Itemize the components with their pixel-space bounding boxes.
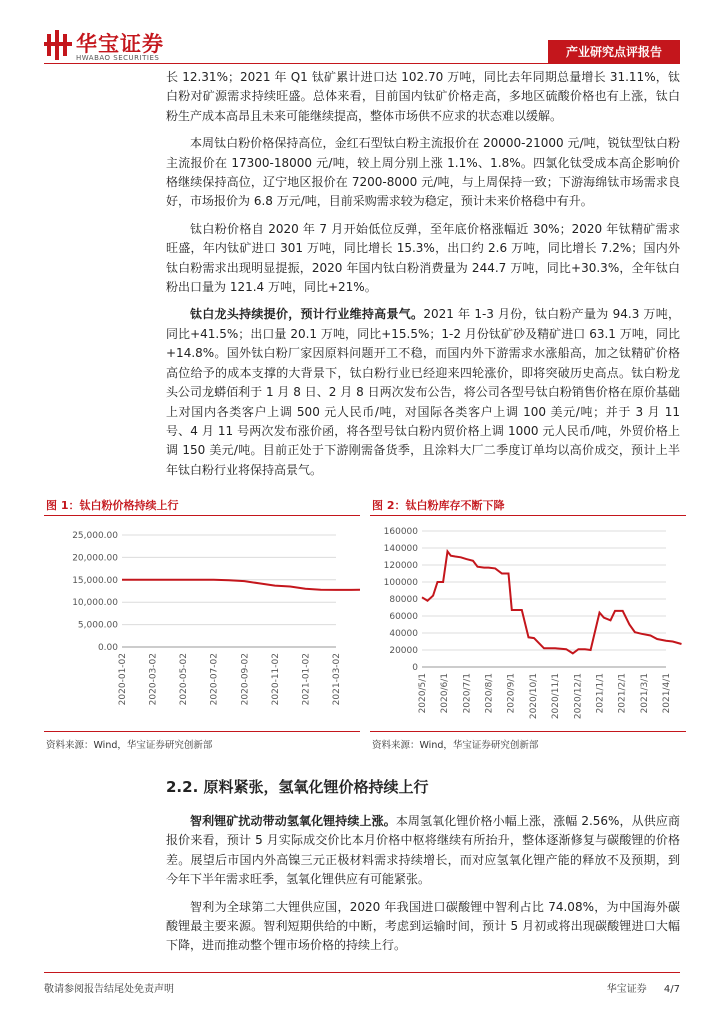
logo-english-name: HWABAO SECURITIES — [76, 54, 160, 62]
figure-2-x-tick-label: 2020/12/1 — [573, 673, 584, 720]
figure-1-y-tick-label: 25,000.00 — [72, 531, 118, 541]
figure-1-bottom-rule — [44, 731, 360, 732]
header-divider — [44, 63, 680, 64]
figure-1-x-tick-label: 2020-01-02 — [118, 653, 128, 706]
figure-2-title: 图 2：钛白粉库存不断下降 — [372, 499, 505, 512]
figure-2-source: 资料来源：Wind，华宝证券研究创新部 — [372, 740, 539, 751]
figure-2 — [370, 495, 686, 753]
figure-2-y-tick-label: 20000 — [389, 646, 418, 656]
footer-disclaimer: 敬请参阅报告结尾处免责声明 — [44, 984, 174, 995]
figure-1-source: 资料来源：Wind，华宝证券研究创新部 — [46, 740, 213, 751]
figure-1-x-tick-label: 2021-01-02 — [301, 653, 312, 706]
figure-row — [44, 495, 680, 753]
figure-1-title-rule — [44, 515, 360, 516]
figure-2-chart — [370, 519, 686, 729]
paragraph-1: 长 12.31%；2021 年 Q1 钛矿累计进口达 102.70 万吨，同比去年同期总量增长 31.11%，钛白粉对矿源需求持续旺盛。总体来看，目前国内钛矿价格走高，多地区硫酸价格也有上涨，钛白粉生产成本高昂且未来可能继续提高，整体市场供不应求的状态难以缓解。 — [166, 70, 680, 123]
figure-1-y-tick-label: 10,000.00 — [72, 598, 118, 609]
figure-1-x-tick-label: 2020-09-02 — [240, 653, 251, 706]
section-paragraph-2: 智利为全球第二大锂供应国，2020 年我国进口碳酸锂中智利占比 74.08%，为中国海外碳酸锂最主要来源。智利短期供给的中断，考虑到运输时间，预计 5 月初或将出现碳酸锂进口大幅下降，进而推动整个锂市场价格的持续上行。 — [166, 899, 680, 953]
figure-1-chart — [44, 519, 360, 729]
page-header — [0, 0, 724, 72]
footer-page-number: 4/7 — [663, 984, 680, 995]
figure-1 — [44, 495, 360, 753]
figure-1-y-tick-label: 15,000.00 — [72, 575, 118, 586]
figure-2-x-tick-label: 2021/1/1 — [595, 673, 606, 714]
paragraph-3: 钛白粉价格自 2020 年 7 月开始低位反弹，至年底价格涨幅近 30%；2020 年钛精矿需求旺盛，年内钛矿进口 301 万吨，同比增长 15.3%，出口约 2.6 万吨，同比增长 7.2%；国内外钛白粉需求出现明显提振，2020 年国内钛白粉消费量为 244.7 万吨，同比+30.3%，全年钛白粉出口量为 121.4 万吨，同比+21%。 — [166, 221, 680, 295]
figure-1-y-tick-label: 5,000.00 — [77, 620, 118, 631]
figure-2-x-tick-label: 2020/6/1 — [440, 673, 451, 714]
body-text — [166, 68, 680, 488]
paragraph-4-lead: 钛白龙头持续提价，预计行业维持高景气。 — [190, 307, 424, 322]
paragraph-4 — [166, 305, 680, 480]
logo-chinese-name: 华宝证券 — [76, 32, 164, 56]
figure-1-title: 图 1：钛白粉价格持续上行 — [46, 499, 179, 512]
figure-2-x-tick-label: 2020/8/1 — [484, 673, 495, 714]
figure-2-y-tick-label: 40000 — [389, 629, 418, 639]
figure-1-x-tick-label: 2020-03-02 — [148, 653, 159, 706]
figure-2-y-tick-label: 140000 — [383, 544, 418, 554]
figure-2-y-tick-label: 120000 — [383, 561, 418, 571]
paragraph-2: 本周钛白粉价格保持高位，金红石型钛白粉主流报价在 20000-21000 元/吨，锐钛型钛白粉主流报价在 17300-18000 元/吨，较上周分别上涨 1.1%、1.8%。四氯化钛受成本高企影响价格继续保持高位，辽宁地区报价在 7200-8000 元/吨，与上周保持一致；下游海绵钛市场需求良好，市场报价为 6.8 万元/吨，目前采购需求较为稳定，预计未来价格稳中有升。 — [166, 136, 680, 209]
figure-2-x-tick-label: 2020/10/1 — [528, 673, 539, 720]
figure-2-x-tick-label: 2020/7/1 — [462, 673, 473, 714]
figure-2-y-tick-label: 100000 — [383, 578, 418, 588]
figure-2-x-tick-label: 2020/9/1 — [506, 673, 517, 714]
section-heading: 2.2. 原料紧张，氢氧化锂价格持续上行 — [166, 778, 429, 796]
figure-2-x-tick-label: 2020/11/1 — [551, 673, 562, 720]
figure-2-y-tick-label: 80000 — [389, 595, 418, 605]
logo-mark-icon — [44, 30, 72, 60]
figure-2-x-tick-label: 2021/4/1 — [662, 673, 672, 714]
footer-divider — [44, 972, 680, 973]
figure-1-x-tick-label: 2020-11-02 — [270, 653, 281, 706]
figure-2-x-tick-label: 2021/2/1 — [617, 673, 628, 714]
figure-2-series-line — [422, 551, 682, 653]
figure-1-x-tick-label: 2021-03-02 — [332, 653, 342, 706]
footer-company: 华宝证券 — [606, 984, 647, 995]
figure-1-y-tick-label: 0.00 — [97, 643, 118, 653]
figure-2-bottom-rule — [370, 731, 686, 732]
figure-2-y-tick-label: 0 — [412, 663, 418, 673]
figure-2-title-rule — [370, 515, 686, 516]
figure-1-y-tick-label: 20,000.00 — [72, 553, 118, 564]
footer-info — [593, 980, 680, 995]
figure-2-x-tick-label: 2021/3/1 — [639, 673, 650, 714]
section-paragraph-1-lead: 智利锂矿扰动带动氢氧化锂持续上涨。 — [190, 814, 396, 828]
section-paragraph-1 — [166, 812, 680, 890]
section-body — [166, 812, 680, 964]
report-type-tag: 产业研究点评报告 — [548, 40, 680, 64]
company-logo — [44, 28, 184, 72]
figure-1-x-tick-label: 2020-05-02 — [179, 653, 190, 706]
figure-2-x-tick-label: 2020/5/1 — [418, 673, 428, 714]
figure-1-x-tick-label: 2020-07-02 — [209, 653, 220, 706]
figure-2-y-tick-label: 160000 — [383, 527, 418, 537]
paragraph-4-text: 2021 年 1-3 月份，钛白粉产量为 94.3 万吨，同比+41.5%；出口量 20.1 万吨，同比+15.5%；1-2 月份钛矿砂及精矿进口 63.1 万吨，同比+14.8%。国外钛白粉厂家因原料问题开工不稳，而国内外下游需求水涨船高，加之钛精矿价格高位给予的成本支撑的大背景下，钛白粉行业已经迎来四轮涨价，即将突破历史高点。钛白粉龙头公司龙蟒佰利于 1 月 8 日、2 月 8 日两次发布公告，将公司各型号钛白粉销售价格在原价基础上对国内各类客户上调 500 元人民币/吨，对国际各类客户上调 100 美元/吨；并于 3 月 11 号、4 月 11 号两次发布涨价函，将各型号钛白粉内贸价格上调 1000 元人民币/吨，外贸价格上调 150 美元/吨。目前正处于下游刚需备货季，且涂料大厂二季度订单均以高价成交，预计上半年钛白粉行业将保持高景气。 — [166, 307, 680, 477]
figure-2-y-tick-label: 60000 — [389, 612, 418, 622]
section-paragraph-1-text: 本周氢氧化锂价格小幅上涨，涨幅 2.56%，从供应商报价来看，预计 5 月实际成交价比本月价格中枢将继续有所抬升，整体逐渐修复与碳酸锂的价格差。展望后市国内外高镍三元正极材料需求持续增长，而对应氢氧化锂产能的释放不及预期，到今年下半年需求旺季，氢氧化锂供应有可能紧张。 — [166, 814, 680, 887]
figure-1-series-line — [122, 561, 360, 590]
